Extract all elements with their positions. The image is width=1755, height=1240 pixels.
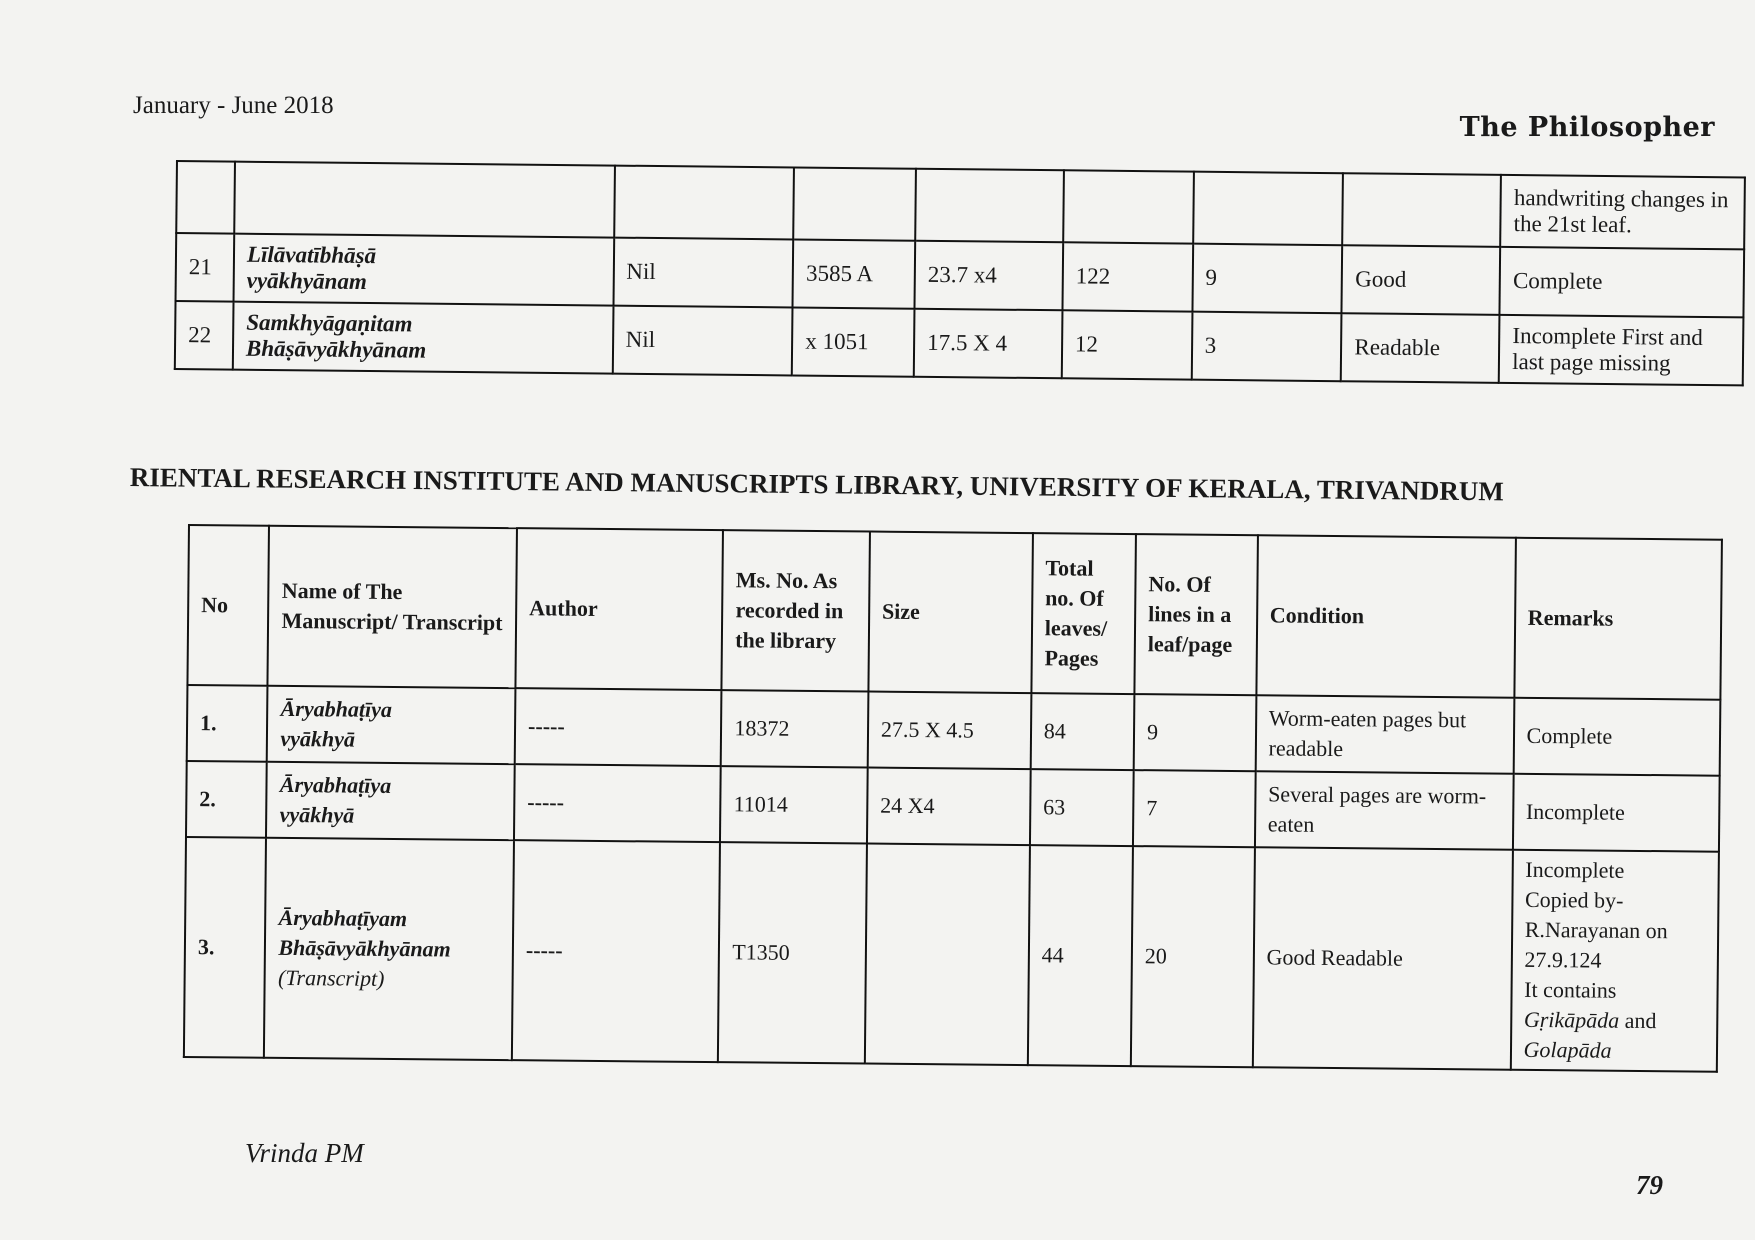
header-author: Author: [515, 528, 723, 690]
cell-no: 21: [176, 233, 235, 302]
cell-no: 3.: [184, 837, 267, 1058]
cell-remarks: Incomplete Copied by- R.Narayanan on 27.9.124 It contains Gṛikāpāda and Golapāda: [1510, 850, 1719, 1072]
cell-lines: 7: [1133, 770, 1255, 847]
cell-lines: 9: [1134, 694, 1256, 771]
cell-name: Āryabhaṭīyam Bhāṣāvyākhyānam (Transcript): [264, 838, 514, 1060]
issue-date: January - June 2018: [133, 92, 334, 119]
cell-no: 22: [175, 301, 234, 370]
cell-remarks: Complete: [1513, 698, 1720, 776]
cell-remarks: Incomplete: [1513, 774, 1720, 852]
cell-condition: Good: [1342, 245, 1501, 315]
cell-size: 24 X4: [867, 768, 1031, 846]
cell-condition: Worm-eaten pages but readable: [1255, 695, 1514, 773]
cell-no: [176, 161, 235, 234]
header-leaves: Total no. Of leaves/ Pages: [1031, 533, 1136, 694]
cell-condition: Good Readable: [1253, 847, 1513, 1069]
cell-author: Nil: [612, 306, 792, 376]
cell-leaves: 84: [1030, 693, 1134, 770]
cell-lines: 9: [1192, 244, 1342, 314]
cell-leaves: 44: [1028, 845, 1133, 1066]
header-size: Size: [868, 532, 1033, 694]
cell-size: 17.5 X 4: [914, 309, 1062, 379]
cell-ms-no: [793, 167, 916, 240]
cell-name: Samkhyāgaṇitam Bhāṣāvyākhyānam: [233, 302, 613, 374]
section-heading: RIENTAL RESEARCH INSTITUTE AND MANUSCRIPTS LIBRARY, UNIVERSITY OF KERALA, TRIVANDRUM: [129, 462, 1504, 507]
manuscript-table: [183, 524, 1723, 1073]
header-lines: No. Of lines in a leaf/page: [1134, 534, 1257, 695]
cell-no: 1.: [187, 685, 268, 762]
cell-remarks: Incomplete First and last page missing: [1499, 315, 1743, 386]
cell-leaves: 122: [1062, 242, 1193, 311]
cell-author: -----: [512, 840, 720, 1062]
cell-ms-no: 3585 A: [793, 239, 916, 308]
cell-name: Āryabhaṭīya vyākhyā: [267, 686, 515, 764]
cell-author: -----: [514, 764, 721, 842]
journal-title: The Philosopher: [1459, 112, 1715, 143]
cell-leaves: 12: [1062, 310, 1193, 379]
cell-leaves: 63: [1030, 769, 1134, 846]
cell-size: [915, 169, 1064, 243]
cell-ms-no: x 1051: [792, 307, 915, 376]
cell-size: 23.7 x4: [915, 241, 1063, 311]
continued-manuscript-table: [174, 160, 1746, 386]
table-row: [186, 761, 1720, 852]
cell-author: -----: [515, 688, 722, 766]
cell-condition: Several pages are worm-eaten: [1255, 771, 1514, 849]
cell-no: 2.: [186, 761, 267, 838]
cell-remarks: Complete: [1500, 247, 1744, 318]
header-remarks: Remarks: [1514, 538, 1722, 700]
cell-leaves: [1063, 170, 1194, 243]
cell-size: [865, 844, 1030, 1066]
cell-name: [234, 162, 614, 238]
cell-condition: Readable: [1341, 313, 1500, 383]
table-row: [187, 685, 1721, 776]
header-name: Name of The Manuscript/ Transcript: [268, 526, 517, 688]
table-header-row: [187, 525, 1721, 700]
footer-author: Vrinda PM: [245, 1138, 364, 1168]
cell-lines: 3: [1191, 312, 1341, 382]
header-ms-no: Ms. No. As recorded in the library: [722, 530, 870, 691]
cell-condition: [1343, 173, 1502, 247]
cell-name: Līlāvatībhāṣā vyākhyānam: [233, 234, 613, 306]
cell-size: 27.5 X 4.5: [868, 692, 1032, 770]
cell-author: [614, 166, 794, 240]
header-condition: Condition: [1256, 535, 1515, 697]
page-number: 79: [1636, 1170, 1663, 1200]
cell-ms-no: T1350: [718, 842, 867, 1063]
cell-lines: [1193, 172, 1343, 246]
header-no: No: [187, 525, 269, 686]
cell-ms-no: 18372: [721, 690, 868, 767]
cell-ms-no: 11014: [720, 766, 867, 843]
cell-remarks: handwriting changes in the 21st leaf.: [1500, 175, 1745, 250]
cell-author: Nil: [613, 238, 793, 308]
cell-lines: 20: [1131, 846, 1255, 1067]
table-row: [184, 837, 1719, 1072]
cell-name: Āryabhaṭīya vyākhyā: [266, 762, 514, 840]
